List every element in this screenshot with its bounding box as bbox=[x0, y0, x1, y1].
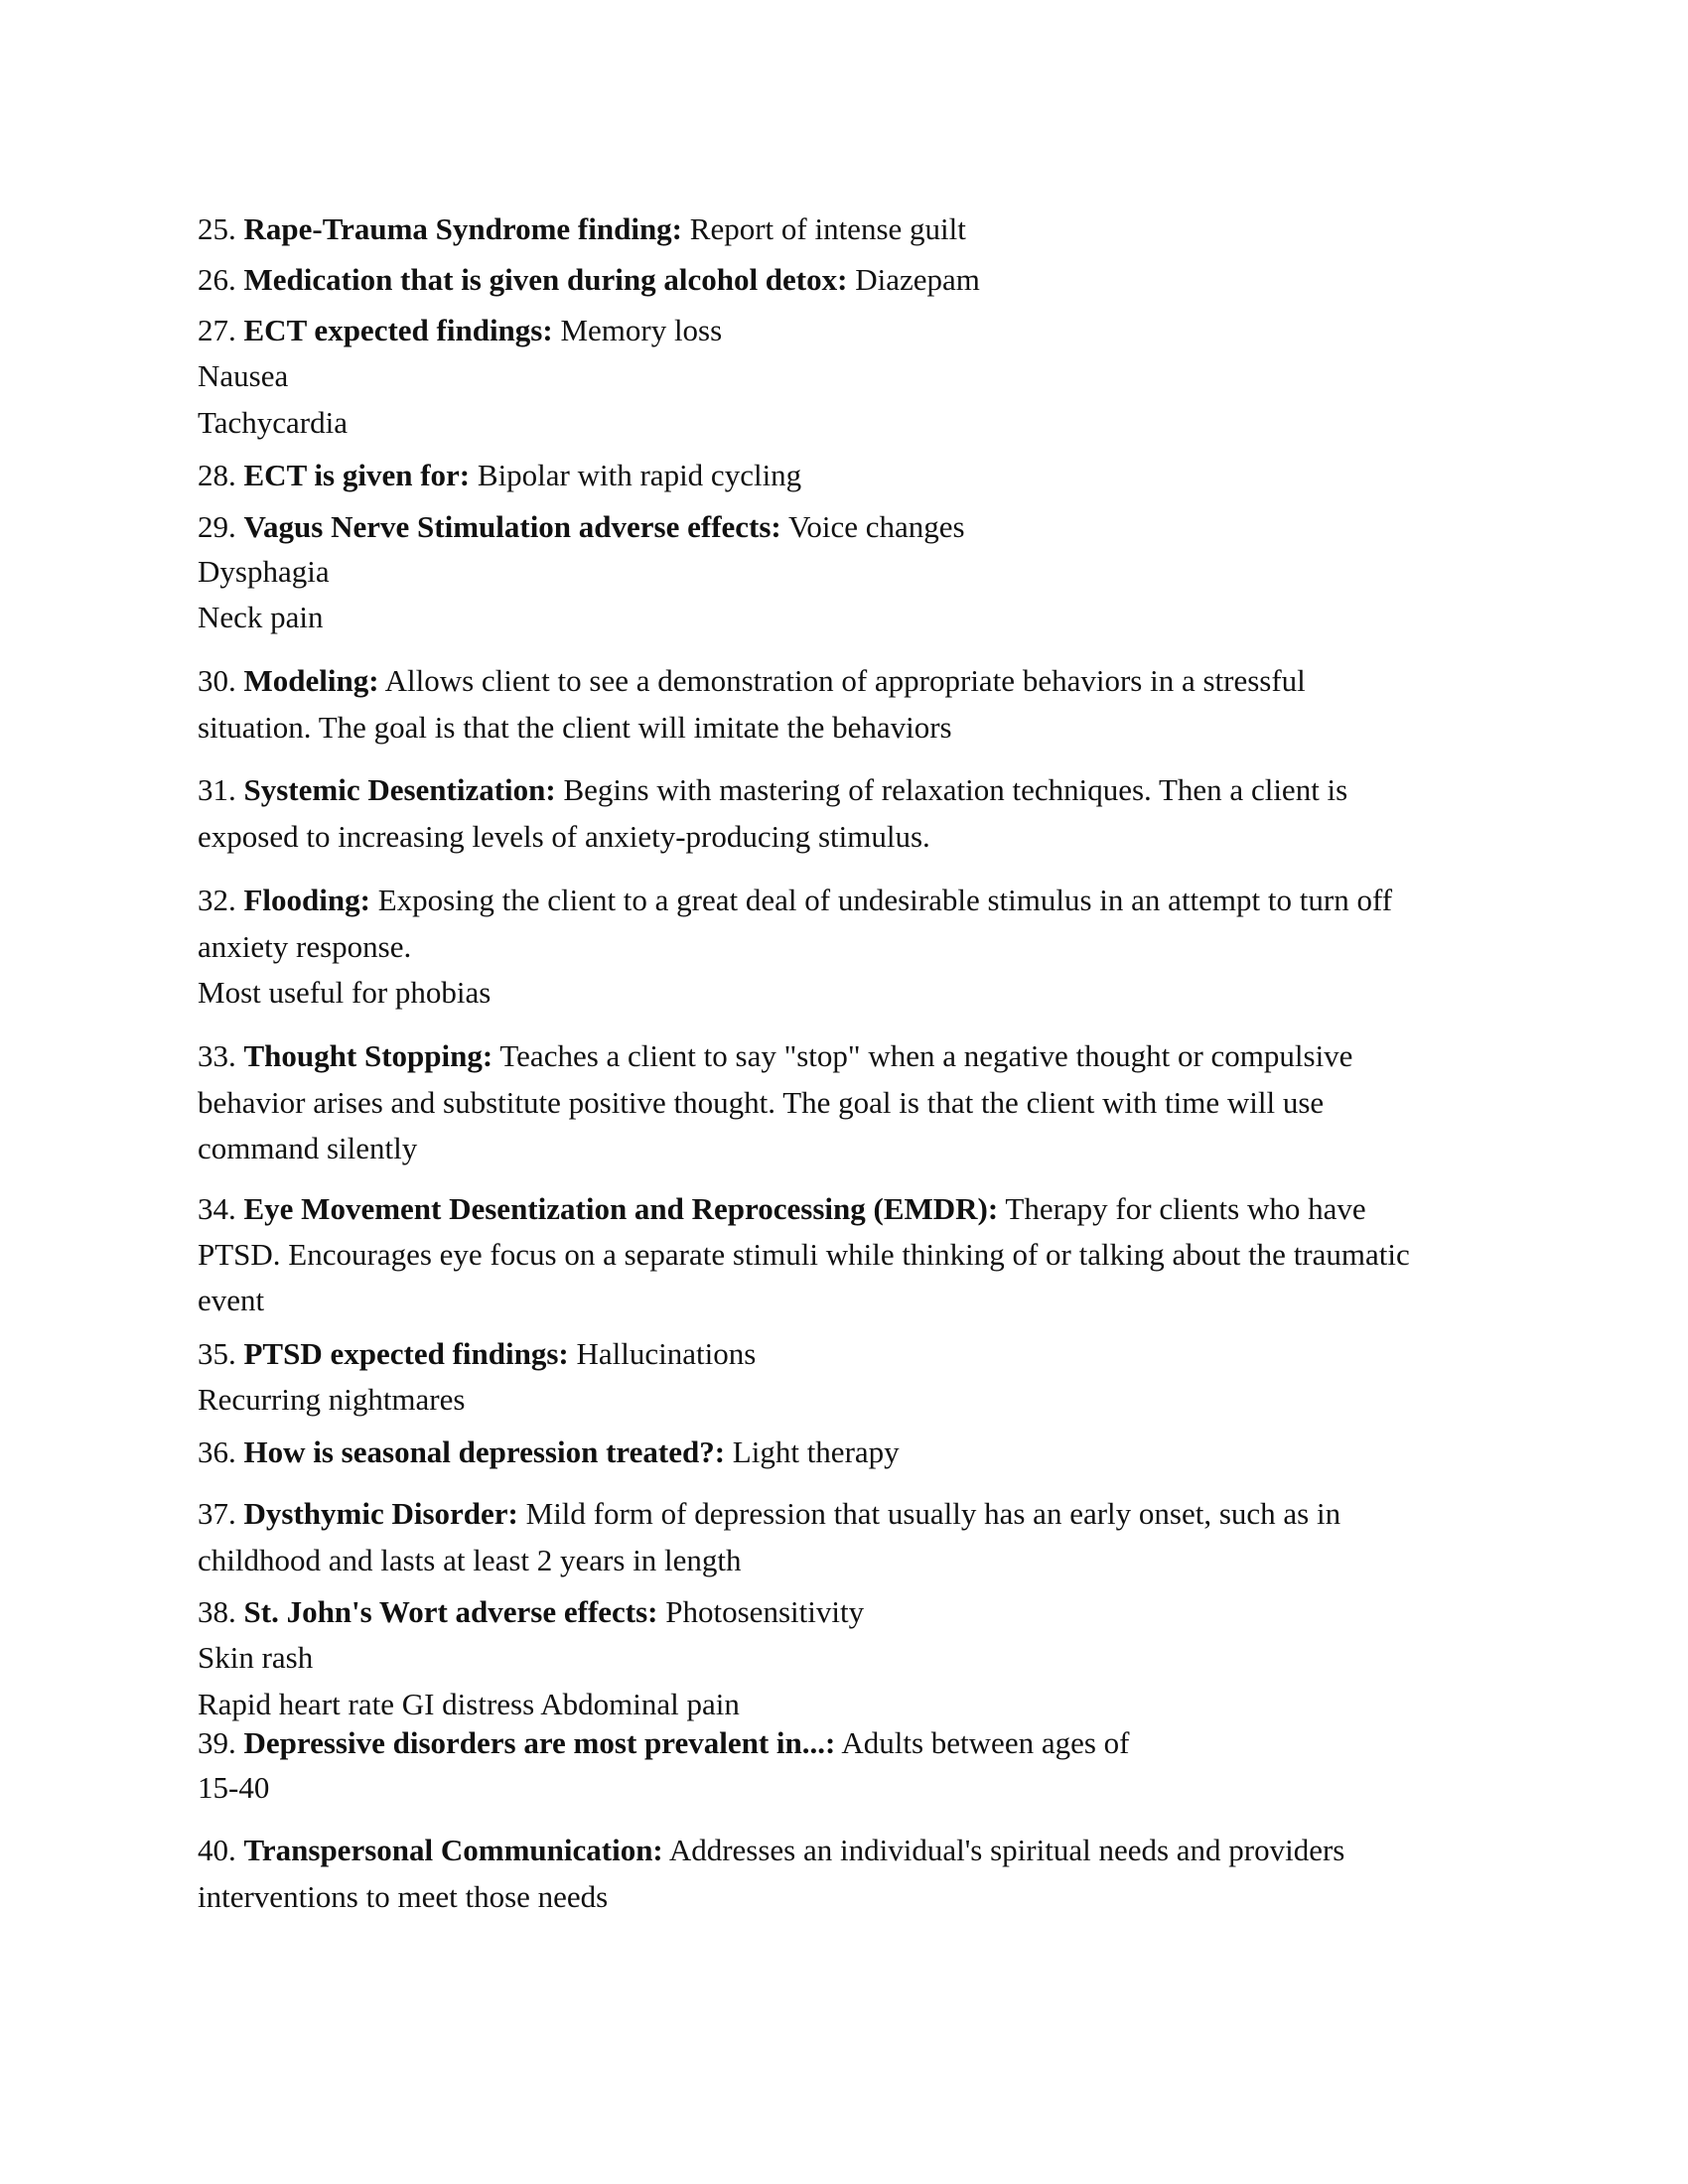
item-number: 31. bbox=[198, 772, 236, 807]
list-item bbox=[198, 1723, 1130, 1763]
item-term: ECT is given for: bbox=[243, 458, 471, 492]
list-item-continuation bbox=[198, 927, 411, 967]
list-item bbox=[198, 1831, 1344, 1870]
list-item bbox=[198, 1036, 1352, 1076]
item-number: 30. bbox=[198, 663, 236, 698]
item-text: Skin rash bbox=[198, 1640, 314, 1675]
item-text: Adults between ages of bbox=[841, 1725, 1130, 1760]
item-term: Depressive disorders are most prevalent in...: bbox=[243, 1725, 836, 1760]
item-number: 38. bbox=[198, 1594, 236, 1629]
item-text: command silently bbox=[198, 1131, 418, 1165]
list-item-continuation bbox=[198, 403, 348, 443]
item-number: 33. bbox=[198, 1038, 236, 1073]
item-text: Hallucinations bbox=[576, 1336, 757, 1371]
list-item-continuation bbox=[198, 598, 324, 637]
list-item bbox=[198, 1592, 864, 1632]
list-item bbox=[198, 770, 1347, 810]
item-text: anxiety response. bbox=[198, 929, 412, 964]
item-term: ECT expected findings: bbox=[243, 313, 553, 347]
item-term: How is seasonal depression treated?: bbox=[243, 1434, 726, 1469]
item-text: exposed to increasing levels of anxiety-producing stimulus. bbox=[198, 819, 930, 854]
item-text: childhood and lasts at least 2 years in length bbox=[198, 1543, 742, 1577]
item-text: Begins with mastering of relaxation techniques. Then a client is bbox=[563, 772, 1348, 807]
list-item bbox=[198, 209, 966, 249]
item-number: 40. bbox=[198, 1833, 236, 1867]
item-term: Transpersonal Communication: bbox=[243, 1833, 663, 1867]
list-item-continuation bbox=[198, 1083, 1324, 1123]
item-term: PTSD expected findings: bbox=[243, 1336, 569, 1371]
item-term: St. John's Wort adverse effects: bbox=[243, 1594, 658, 1629]
list-item bbox=[198, 1494, 1340, 1534]
item-text: Neck pain bbox=[198, 600, 324, 634]
list-item bbox=[198, 881, 1392, 920]
item-number: 37. bbox=[198, 1496, 236, 1531]
list-item bbox=[198, 507, 965, 547]
list-item-continuation bbox=[198, 1768, 269, 1808]
list-item-continuation bbox=[198, 552, 330, 592]
list-item-continuation bbox=[198, 708, 952, 748]
list-item-continuation bbox=[198, 1380, 465, 1420]
item-text: Addresses an individual's spiritual needs and providers bbox=[668, 1833, 1345, 1867]
item-text: Photosensitivity bbox=[665, 1594, 865, 1629]
list-item bbox=[198, 260, 980, 300]
item-number: 35. bbox=[198, 1336, 236, 1371]
item-text: Recurring nightmares bbox=[198, 1382, 466, 1417]
item-text: behavior arises and substitute positive thought. The goal is that the client with time will use bbox=[198, 1085, 1325, 1120]
list-item-continuation bbox=[198, 1235, 1410, 1275]
item-text: Light therapy bbox=[732, 1434, 900, 1469]
item-text: Most useful for phobias bbox=[198, 975, 492, 1010]
list-item-continuation bbox=[198, 1638, 313, 1678]
item-text: Bipolar with rapid cycling bbox=[477, 458, 802, 492]
item-text: Rapid heart rate GI distress Abdominal pain bbox=[198, 1687, 740, 1721]
list-item-continuation bbox=[198, 817, 930, 857]
list-item-continuation bbox=[198, 1541, 742, 1580]
item-text: Mild form of depression that usually has an early onset, such as in bbox=[525, 1496, 1341, 1531]
item-text: Report of intense guilt bbox=[689, 211, 966, 246]
item-number: 25. bbox=[198, 211, 236, 246]
item-term: Medication that is given during alcohol detox: bbox=[243, 262, 848, 297]
item-term: Thought Stopping: bbox=[243, 1038, 493, 1073]
list-item-continuation bbox=[198, 1685, 740, 1724]
list-item-continuation bbox=[198, 1877, 608, 1917]
item-number: 28. bbox=[198, 458, 236, 492]
item-number: 32. bbox=[198, 883, 236, 917]
item-term: Dysthymic Disorder: bbox=[243, 1496, 518, 1531]
item-text: Dysphagia bbox=[198, 554, 330, 589]
item-text: 15-40 bbox=[198, 1770, 270, 1805]
item-text: Tachycardia bbox=[198, 405, 349, 440]
item-text: Exposing the client to a great deal of undesirable stimulus in an attempt to turn off bbox=[377, 883, 1393, 917]
list-item bbox=[198, 1334, 756, 1374]
item-text: Voice changes bbox=[787, 509, 965, 544]
list-item-continuation bbox=[198, 973, 491, 1013]
item-term: Systemic Desentization: bbox=[243, 772, 556, 807]
item-term: Flooding: bbox=[243, 883, 370, 917]
list-item bbox=[198, 661, 1306, 701]
list-item-continuation bbox=[198, 356, 288, 396]
item-number: 34. bbox=[198, 1191, 236, 1226]
list-item bbox=[198, 1189, 1366, 1229]
item-number: 36. bbox=[198, 1434, 236, 1469]
item-text: event bbox=[198, 1283, 265, 1317]
item-text: Nausea bbox=[198, 358, 289, 393]
item-term: Rape-Trauma Syndrome finding: bbox=[243, 211, 683, 246]
list-item bbox=[198, 311, 722, 350]
item-text: situation. The goal is that the client will imitate the behaviors bbox=[198, 710, 952, 745]
list-item-continuation bbox=[198, 1281, 264, 1320]
item-text: Memory loss bbox=[560, 313, 723, 347]
item-number: 26. bbox=[198, 262, 236, 297]
list-item bbox=[198, 456, 801, 495]
item-number: 39. bbox=[198, 1725, 236, 1760]
item-term: Vagus Nerve Stimulation adverse effects: bbox=[243, 509, 781, 544]
item-term: Eye Movement Desentization and Reprocessing (EMDR): bbox=[243, 1191, 999, 1226]
list-item-continuation bbox=[198, 1129, 417, 1168]
item-text: interventions to meet those needs bbox=[198, 1879, 609, 1914]
item-text: Allows client to see a demonstration of appropriate behaviors in a stressful bbox=[384, 663, 1306, 698]
item-term: Modeling: bbox=[243, 663, 379, 698]
item-number: 27. bbox=[198, 313, 236, 347]
item-text: Diazepam bbox=[855, 262, 980, 297]
item-text: Teaches a client to say "stop" when a negative thought or compulsive bbox=[499, 1038, 1353, 1073]
item-text: PTSD. Encourages eye focus on a separate stimuli while thinking of or talking about the traumatic bbox=[198, 1237, 1410, 1272]
item-number: 29. bbox=[198, 509, 236, 544]
list-item bbox=[198, 1433, 900, 1472]
item-text: Therapy for clients who have bbox=[1005, 1191, 1366, 1226]
